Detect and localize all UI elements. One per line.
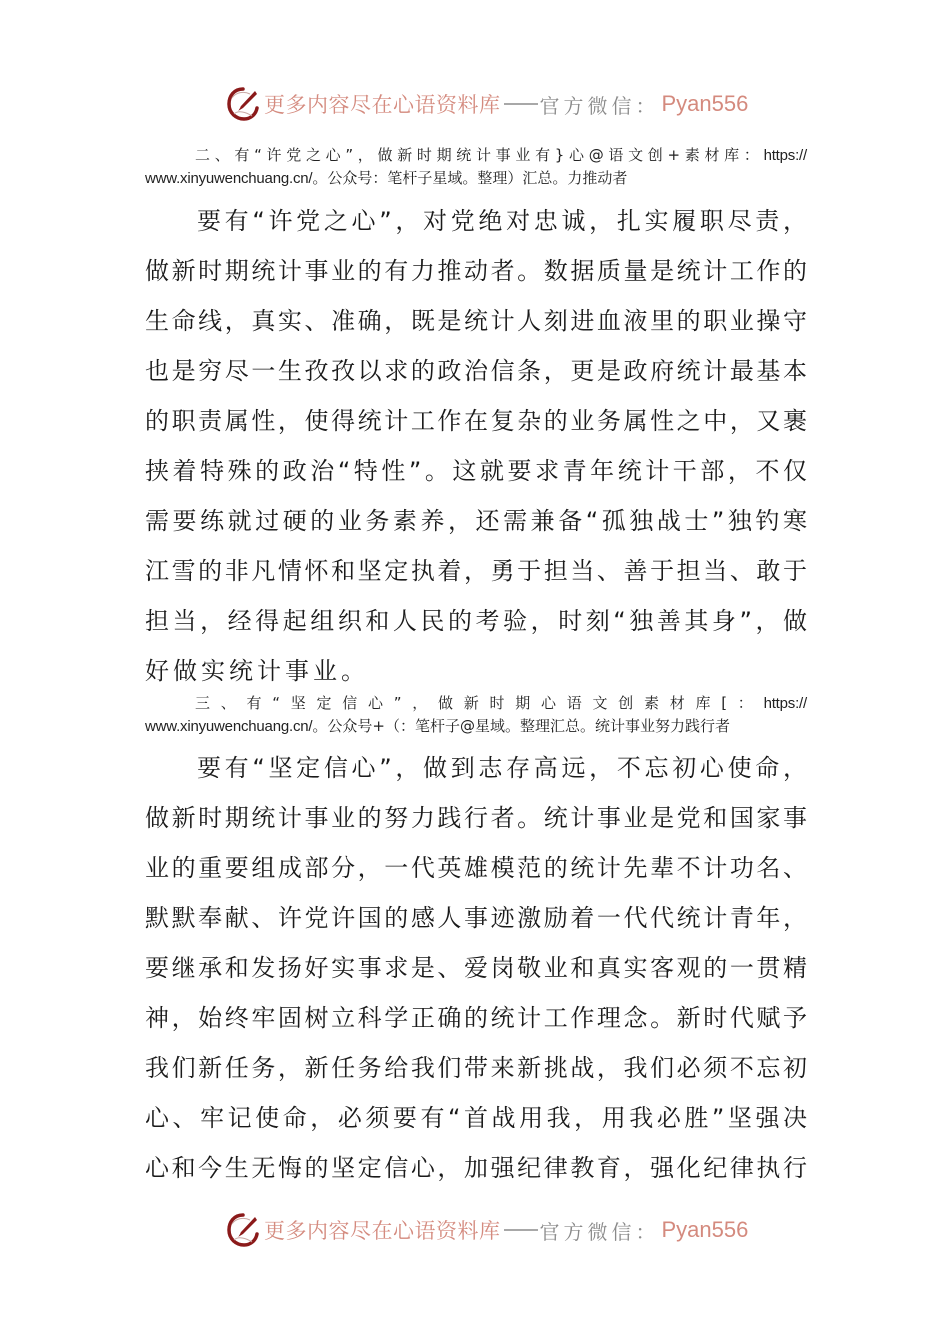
paragraph-line: 要有“许党之心”，对党绝对忠诚，扎实履职尽责， xyxy=(197,207,807,235)
banner-dash-divider xyxy=(504,1229,538,1231)
paragraph-line: 做新时期统计事业的有力推动者。数据质量是统计工作的 xyxy=(145,257,807,285)
paragraph-line: 要继承和发扬好实事求是、爱岗敬业和真实客观的一贯精 xyxy=(145,954,807,982)
footer-banner xyxy=(226,1210,748,1250)
paragraph-line: 心、牢记使命，必须要有“首战用我，用我必胜”坚强决 xyxy=(145,1104,807,1132)
paragraph-line: 江雪的非凡情怀和坚定执着，勇于担当、善于担当、敢于 xyxy=(145,557,807,585)
paragraph-line: 要有“坚定信心”，做到志存高远，不忘初心使命， xyxy=(197,754,807,782)
paragraph-line: 生命线，真实、准确，既是统计人刻进血液里的职业操守 xyxy=(145,307,807,335)
paragraph-line: 业的重要组成部分，一代英雄模范的统计先辈不计功名、 xyxy=(145,854,807,882)
section-paragraph-3 xyxy=(145,743,807,1193)
banner-wechat-id: Pyan556 xyxy=(661,91,749,116)
paragraph-line: 神，始终牢固树立科学正确的统计工作理念。新时代赋予 xyxy=(145,1004,807,1032)
heading-line-2 xyxy=(145,167,807,190)
paragraph-line: 的职责属性，使得统计工作在复杂的业务属性之中，又裹 xyxy=(145,407,807,435)
banner-dash-divider xyxy=(504,103,538,105)
heading-text: 三、有“坚定信心”，做新时期心语文创素材库[： xyxy=(195,694,764,712)
paragraph-line: 默默奉献、许党许国的感人事迹激励着一代代统计青年， xyxy=(145,904,807,932)
heading-line-2 xyxy=(145,715,807,738)
heading-text-rest: 。公众号+（：笔杆子@星域。整理汇总。统计事业努力践行者 xyxy=(312,717,730,735)
section-paragraph-2 xyxy=(145,196,807,696)
heading-url-start: https:// xyxy=(763,695,807,712)
heading-url-end: www.xinyuwenchuang.cn/ xyxy=(145,170,313,187)
banner-title: 更多内容尽在心语资料库 xyxy=(264,93,501,117)
heading-line-1 xyxy=(145,692,807,715)
pen-nib-circle-icon xyxy=(226,86,260,122)
paragraph-line: 我们新任务，新任务给我们带来新挑战，我们必须不忘初 xyxy=(145,1054,807,1082)
paragraph-line: 好做实统计事业。 xyxy=(145,657,369,685)
paragraph-line: 心和今生无悔的坚定信心，加强纪律教育，强化纪律执行 xyxy=(145,1154,807,1182)
banner-wechat-label: 官方微信： xyxy=(539,1219,660,1244)
heading-text: 二、有“许党之心”，做新时期统计事业有}心@语文创+素材库： xyxy=(195,146,764,164)
heading-url-end: www.xinyuwenchuang.cn/ xyxy=(145,718,313,735)
heading-line-1 xyxy=(145,144,807,167)
section-heading-2 xyxy=(145,144,807,190)
paragraph-line: 需要练就过硬的业务素养，还需兼备“孤独战士”独钓寒 xyxy=(145,507,807,535)
paragraph-line: 挟着特殊的政治“特性”。这就要求青年统计干部，不仅 xyxy=(145,457,807,485)
section-heading-3 xyxy=(145,692,807,738)
paragraph-line: 做新时期统计事业的努力践行者。统计事业是党和国家事 xyxy=(145,804,807,832)
header-banner xyxy=(226,84,748,124)
banner-wechat-label: 官方微信： xyxy=(539,93,660,118)
paragraph-line: 也是穷尽一生孜孜以求的政治信条，更是政府统计最基本 xyxy=(145,357,807,385)
banner-title: 更多内容尽在心语资料库 xyxy=(264,1219,501,1243)
paragraph-line: 担当，经得起组织和人民的考验，时刻“独善其身”，做 xyxy=(145,607,807,635)
banner-wechat-id: Pyan556 xyxy=(661,1217,749,1242)
heading-text-rest: 。公众号：笔杆子星域。整理）汇总。力推动者 xyxy=(312,169,628,187)
pen-nib-circle-icon xyxy=(226,1212,260,1248)
heading-url-start: https:// xyxy=(763,147,807,164)
